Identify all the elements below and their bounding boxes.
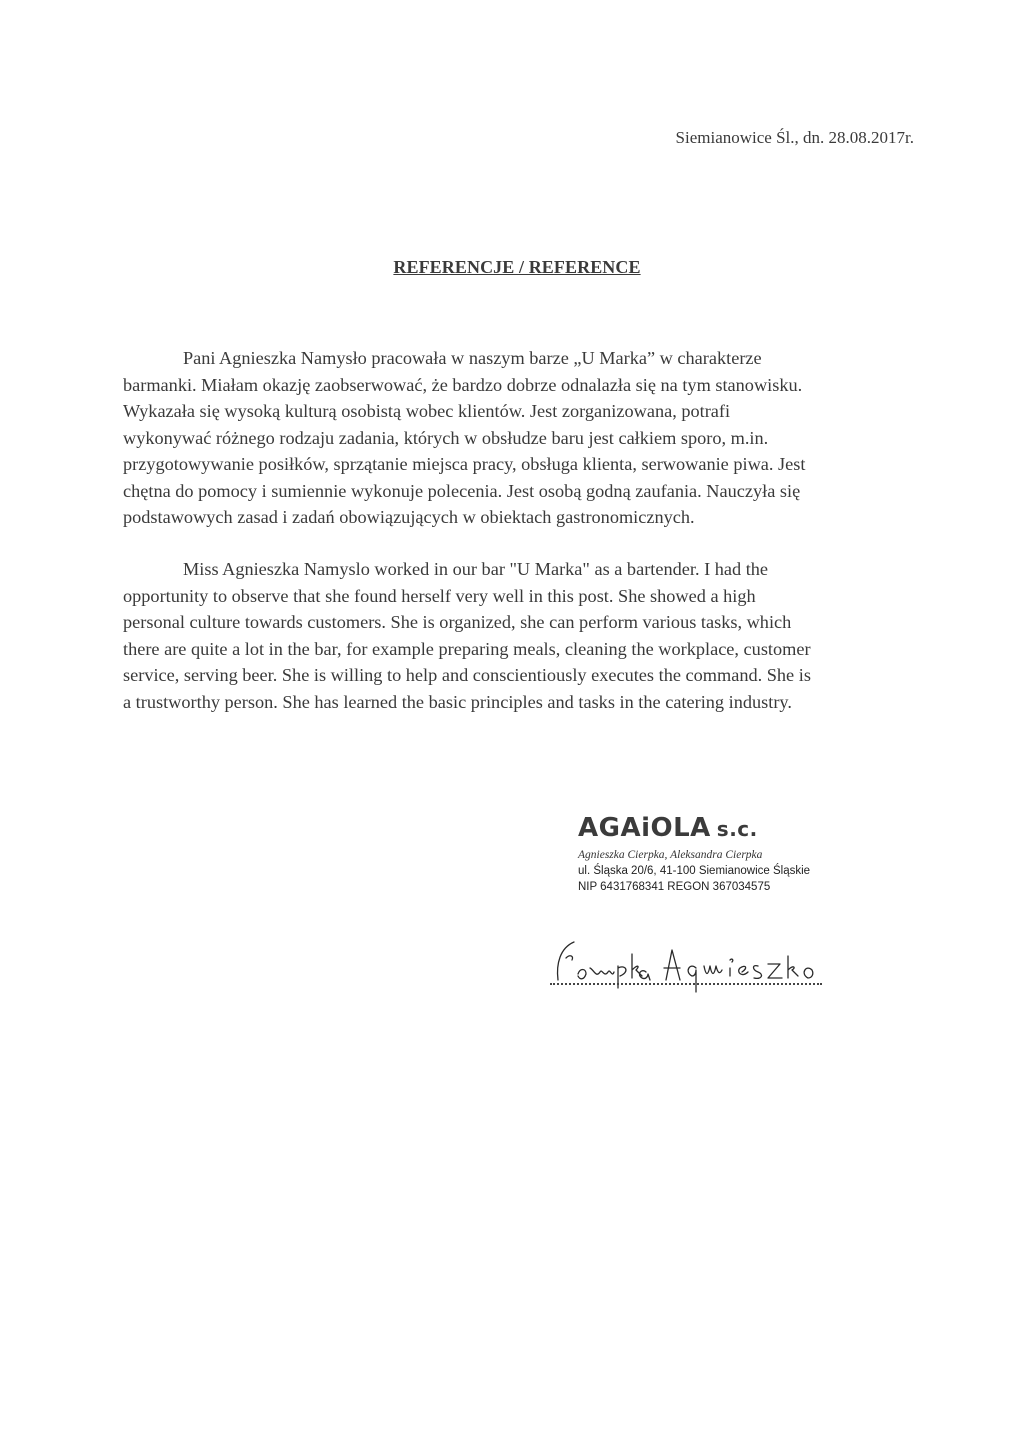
- text-line: przygotowywanie posiłków, sprzątanie miejsca pracy, obsługa klienta, serwowanie piwa. Jest: [123, 454, 806, 474]
- paragraph-english: [123, 556, 918, 715]
- place-and-date: Siemianowice Śl., dn. 28.08.2017r.: [675, 128, 914, 147]
- company-suffix: s.c.: [716, 817, 758, 841]
- text-line: opportunity to observe that she found herself very well in this post. She showed a high: [123, 585, 756, 606]
- text-line: there are quite a lot in the bar, for example preparing meals, cleaning the workplace, customer: [123, 638, 811, 659]
- text-line: chętna do pomocy i sumiennie wykonuje polecenia. Jest osobą godną zaufania. Nauczyła się: [123, 480, 801, 501]
- text-line: Wykazała się wysoką kulturą osobistą wobec klientów. Jest zorganizowana, potrafi: [123, 401, 731, 421]
- signature-dotted-line: [550, 983, 822, 985]
- text-line: personal culture towards customers. She is organized, she can perform various tasks, which: [123, 612, 792, 632]
- company-stamp: [578, 812, 838, 895]
- stamp-tax-ids: NIP 6431768341 REGON 367034575: [578, 881, 771, 893]
- company-name: AGAiOLA: [578, 813, 711, 843]
- stamp-company-name: [578, 812, 838, 845]
- text-line: Pani Agnieszka Namysło pracowała w naszym barze „U Marka” w charakterze: [183, 348, 762, 368]
- stamp-owners: Agnieszka Cierpka, Aleksandra Cierpka: [578, 849, 763, 861]
- text-line: a trustworthy person. She has learned the basic principles and tasks in the catering industry.: [123, 691, 792, 712]
- text-line: Miss Agnieszka Namyslo worked in our bar "U Marka" as a bartender. I had the: [183, 559, 769, 579]
- text-line: wykonywać różnego rodzaju zadania, których w obsłudze baru jest całkiem sporo, m.in.: [123, 427, 769, 448]
- stamp-address: ul. Śląska 20/6, 41-100 Siemianowice Śląskie: [578, 865, 811, 877]
- text-line: podstawowych zasad i zadań obowiązujących w obiektach gastronomicznych.: [123, 507, 695, 527]
- text-line: service, serving beer. She is willing to help and conscientiously executes the command. She is: [123, 665, 811, 685]
- document-title: REFERENCJE / REFERENCE: [393, 257, 641, 277]
- signature-icon: [548, 930, 828, 1010]
- text-line: barmanki. Miałam okazję zaobserwować, że bardzo dobrze odnalazła się na tym stanowisku.: [123, 374, 803, 395]
- handwritten-signature: [548, 930, 828, 1010]
- paragraph-polish: [123, 345, 918, 531]
